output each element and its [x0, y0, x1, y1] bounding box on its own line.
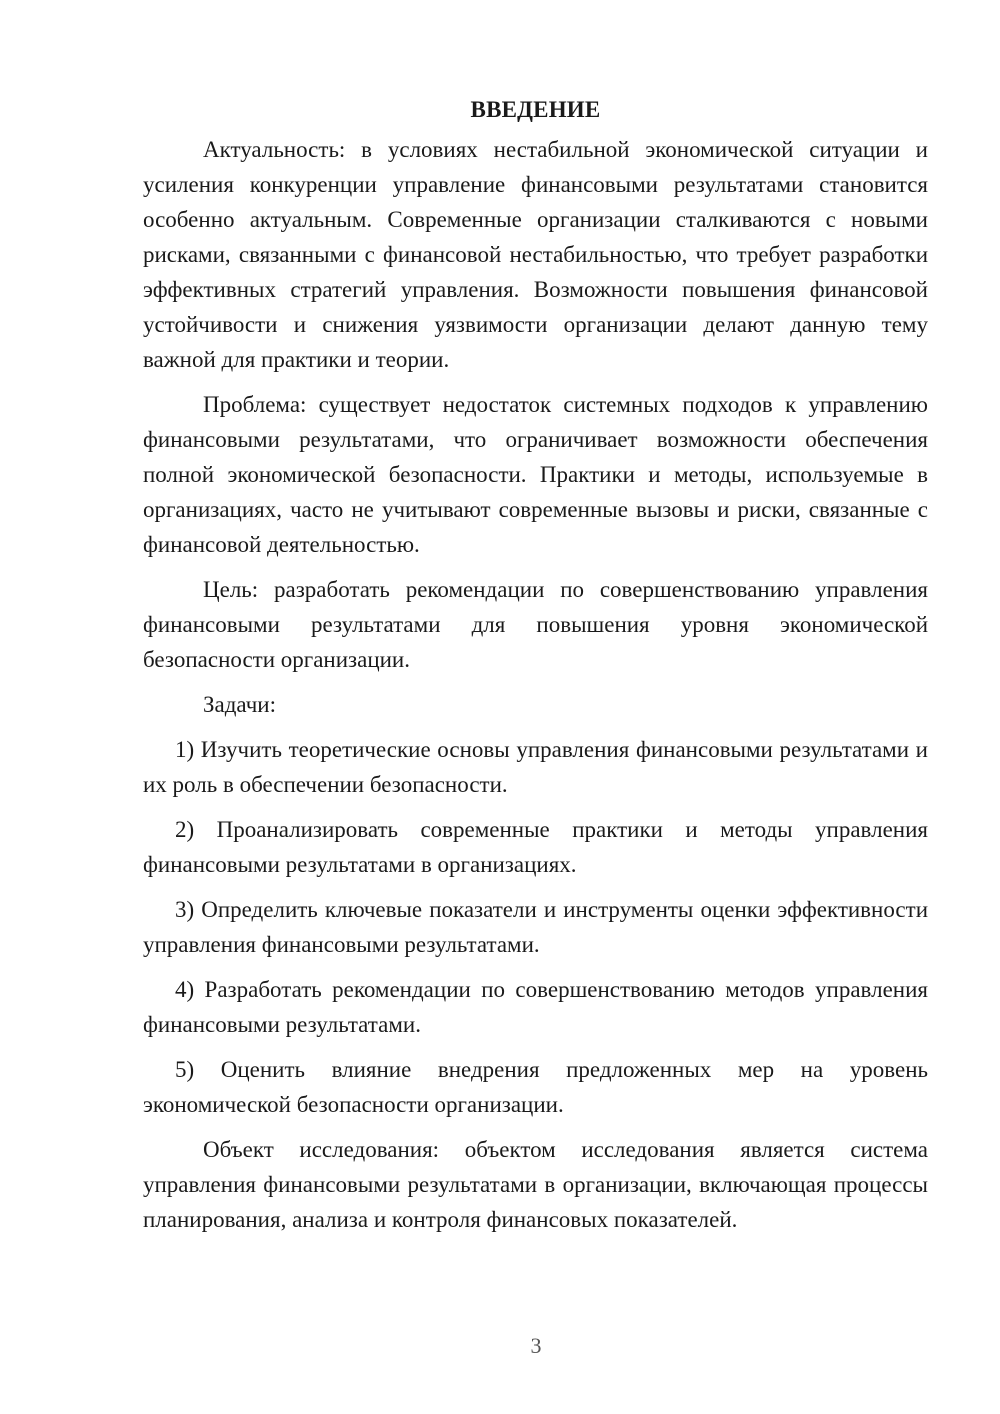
object-paragraph: Объект исследования: объектом исследования является система управления финансовыми результатами в организации, включающая процессы планирования, анализа и контроля финансовых показателей.: [143, 1137, 928, 1232]
section-heading: ВВЕДЕНИЕ: [470, 97, 601, 122]
page-content: [143, 92, 928, 1247]
task-item-1: 1) Изучить теоретические основы управления финансовыми результатами и их роль в обеспечении безопасности.: [143, 737, 928, 797]
tasks-label: Задачи:: [203, 692, 276, 717]
task-item-3: 3) Определить ключевые показатели и инструменты оценки эффективности управления финансовыми результатами.: [143, 897, 928, 957]
task-item-5: 5) Оценить влияние внедрения предложенных мер на уровень экономической безопасности организации.: [143, 1057, 928, 1117]
task-item-2: 2) Проанализировать современные практики и методы управления финансовыми результатами в организациях.: [143, 817, 928, 877]
relevance-paragraph: Актуальность: в условиях нестабильной экономической ситуации и усиления конкуренции управление финансовыми результатами становится особенно актуальным. Современные организации сталкиваются с новыми рисками, связанными с финансовой нестабильностью, что требует разработки эффективных стратегий управления. Возможности повышения финансовой устойчивости и снижения уязвимости организации делают данную тему важной для практики и теории.: [143, 137, 928, 372]
problem-paragraph: Проблема: существует недостаток системных подходов к управлению финансовыми результатами, что ограничивает возможности обеспечения полной экономической безопасности. Практики и методы, используемые в организациях, часто не учитывают современные вызовы и риски, связанные с финансовой деятельностью.: [143, 392, 928, 557]
page-number: 3: [530, 1333, 542, 1358]
goal-paragraph: Цель: разработать рекомендации по совершенствованию управления финансовыми результатами для повышения уровня экономической безопасности организации.: [143, 577, 928, 672]
task-item-4: 4) Разработать рекомендации по совершенствованию методов управления финансовыми результатами.: [143, 977, 928, 1037]
